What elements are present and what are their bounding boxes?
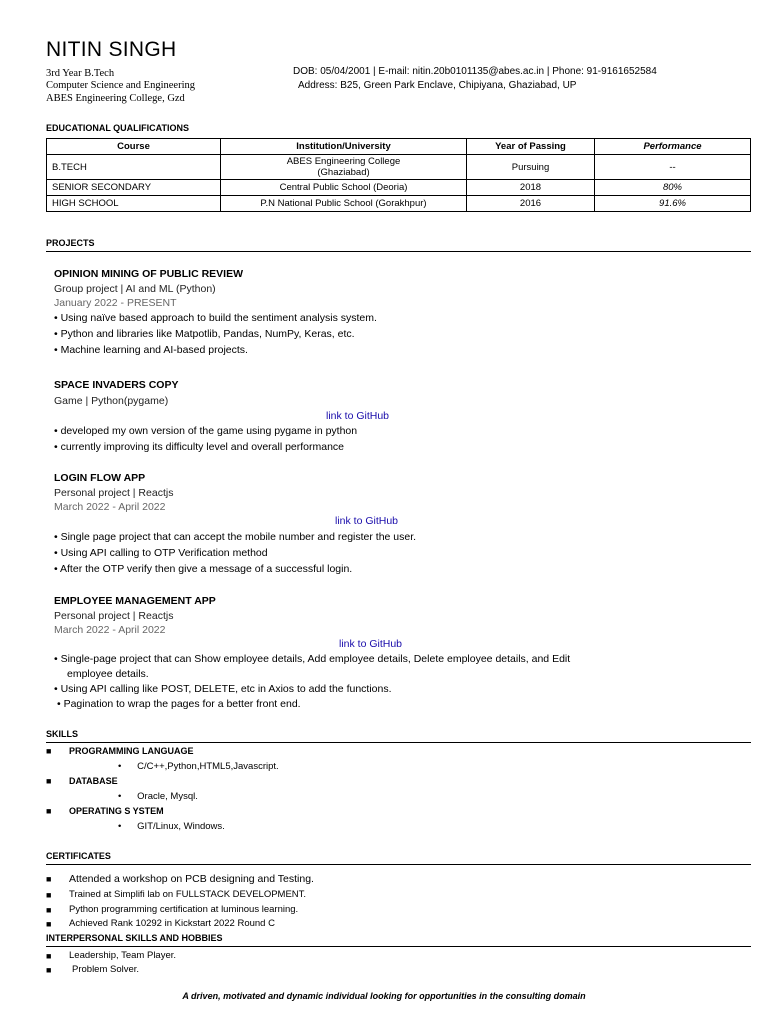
project-bullet: • Single page project that can accept the mobile number and register the user. bbox=[54, 531, 417, 543]
skill-value: • C/C++,Python,HTML5,Javascript. bbox=[118, 761, 279, 772]
project-bullet: • Using naïve based approach to build the sentiment analysis system. bbox=[54, 312, 377, 324]
skill-value: • GIT/Linux, Windows. bbox=[118, 821, 225, 832]
skill-category: OPERATING S YSTEM bbox=[69, 806, 164, 816]
header-line-year: 3rd Year B.Tech bbox=[46, 68, 115, 79]
square-bullet-icon: ■ bbox=[46, 890, 52, 900]
column-header: Year of Passing bbox=[467, 139, 595, 155]
performance-cell: 91.6% bbox=[595, 196, 751, 212]
square-bullet-icon: ■ bbox=[46, 951, 52, 961]
project-bullet: • Using API calling like POST, DELETE, etc in Axios to add the functions. bbox=[54, 683, 392, 695]
table-row bbox=[47, 196, 751, 212]
project-bullet: • After the OTP verify then give a message of a successful login. bbox=[54, 563, 353, 575]
hobby-item: Leadership, Team Player. bbox=[69, 950, 177, 961]
institution-line: ABES Engineering College bbox=[286, 156, 401, 167]
project-subtitle: Group project | AI and ML (Python) bbox=[54, 283, 216, 295]
year-cell: 2018 bbox=[467, 180, 595, 196]
skill-value: • Oracle, Mysql. bbox=[118, 791, 198, 802]
certificate-item: Achieved Rank 10292 in Kickstart 2022 Round C bbox=[69, 918, 275, 929]
section-divider bbox=[46, 864, 751, 865]
header-line-college: ABES Engineering College, Gzd bbox=[46, 93, 185, 104]
footer-tagline: A driven, motivated and dynamic individual looking for opportunities in the consulting domain bbox=[182, 991, 586, 1001]
contact-line: DOB: 05/04/2001 | E-mail: nitin.20b0101135@abes.ac.in | Phone: 91-9161652584 bbox=[293, 66, 657, 77]
section-divider bbox=[46, 742, 751, 743]
certificate-item: Trained at Simplifi lab on FULLSTACK DEVELOPMENT. bbox=[69, 889, 307, 900]
certificates-heading: CERTIFICATES bbox=[46, 851, 111, 861]
header-line-branch: Computer Science and Engineering bbox=[46, 80, 195, 91]
performance-cell: -- bbox=[595, 155, 751, 180]
skill-value-text: GIT/Linux, Windows. bbox=[137, 821, 225, 832]
column-header: Institution/University bbox=[221, 139, 467, 155]
table-row bbox=[47, 155, 751, 180]
project-bullet: • developed my own version of the game using pygame in python bbox=[54, 425, 358, 437]
certificate-item: Python programming certification at luminous learning. bbox=[69, 904, 299, 915]
square-bullet-icon: ■ bbox=[46, 776, 52, 786]
project-bullet: • currently improving its difficulty level and overall performance bbox=[54, 441, 345, 453]
column-header: Course bbox=[47, 139, 221, 155]
education-table bbox=[46, 138, 751, 212]
project-bullet: • Single-page project that can Show employee details, Add employee details, Delete employee details, and Edit bbox=[54, 653, 571, 665]
square-bullet-icon: ■ bbox=[46, 905, 52, 915]
institution-line: (Ghaziabad) bbox=[317, 167, 370, 178]
square-bullet-icon: ■ bbox=[46, 919, 52, 929]
projects-heading: PROJECTS bbox=[46, 238, 95, 248]
table-row bbox=[47, 180, 751, 196]
github-link[interactable]: link to GitHub bbox=[326, 410, 390, 422]
skills-heading: SKILLS bbox=[46, 729, 79, 739]
project-bullet-continued: employee details. bbox=[67, 668, 149, 680]
performance-cell: 80% bbox=[595, 180, 751, 196]
github-link[interactable]: link to GitHub bbox=[339, 638, 403, 650]
project-title: EMPLOYEE MANAGEMENT APP bbox=[54, 595, 216, 607]
skill-value-text: Oracle, Mysql. bbox=[137, 791, 198, 802]
candidate-name: NITIN SINGH bbox=[46, 38, 177, 61]
square-bullet-icon: ■ bbox=[46, 746, 52, 756]
project-bullet: • Machine learning and AI-based projects. bbox=[54, 344, 248, 356]
table-header-row bbox=[47, 139, 751, 155]
project-bullet: • Pagination to wrap the pages for a better front end. bbox=[57, 698, 301, 710]
address-line: Address: B25, Green Park Enclave, Chipiyana, Ghaziabad, UP bbox=[298, 80, 577, 91]
institution-cell bbox=[221, 155, 467, 180]
year-cell: 2016 bbox=[467, 196, 595, 212]
section-divider bbox=[46, 946, 751, 947]
square-bullet-icon: ■ bbox=[46, 874, 52, 884]
project-date: March 2022 - April 2022 bbox=[54, 501, 166, 513]
institution-cell: Central Public School (Deoria) bbox=[221, 180, 467, 196]
project-subtitle: Personal project | Reactjs bbox=[54, 610, 174, 622]
project-title: SPACE INVADERS COPY bbox=[54, 379, 179, 391]
skill-category: PROGRAMMING LANGUAGE bbox=[69, 746, 194, 756]
skill-value-text: C/C++,Python,HTML5,Javascript. bbox=[137, 761, 279, 772]
course-cell: SENIOR SECONDARY bbox=[47, 180, 221, 196]
hobby-item: Problem Solver. bbox=[72, 964, 140, 975]
square-bullet-icon: ■ bbox=[46, 965, 52, 975]
year-cell: Pursuing bbox=[467, 155, 595, 180]
education-heading: EDUCATIONAL QUALIFICATIONS bbox=[46, 123, 189, 133]
project-subtitle: Personal project | Reactjs bbox=[54, 487, 174, 499]
project-date: January 2022 - PRESENT bbox=[54, 297, 177, 309]
project-date: March 2022 - April 2022 bbox=[54, 624, 166, 636]
course-cell: HIGH SCHOOL bbox=[47, 196, 221, 212]
skill-category: DATABASE bbox=[69, 776, 118, 786]
certificate-item: Attended a workshop on PCB designing and Testing. bbox=[69, 873, 314, 885]
course-cell: B.TECH bbox=[47, 155, 221, 180]
project-title: OPINION MINING OF PUBLIC REVIEW bbox=[54, 268, 244, 280]
project-bullet: • Using API calling to OTP Verification method bbox=[54, 547, 268, 559]
github-link[interactable]: link to GitHub bbox=[335, 515, 399, 527]
hobbies-heading: INTERPERSONAL SKILLS AND HOBBIES bbox=[46, 933, 223, 943]
project-bullet: • Python and libraries like Matpotlib, Pandas, NumPy, Keras, etc. bbox=[54, 328, 355, 340]
project-subtitle: Game | Python(pygame) bbox=[54, 395, 169, 407]
square-bullet-icon: ■ bbox=[46, 806, 52, 816]
section-divider bbox=[46, 251, 751, 252]
column-header: Performance bbox=[595, 139, 751, 155]
project-title: LOGIN FLOW APP bbox=[54, 472, 146, 484]
institution-cell: P.N National Public School (Gorakhpur) bbox=[221, 196, 467, 212]
